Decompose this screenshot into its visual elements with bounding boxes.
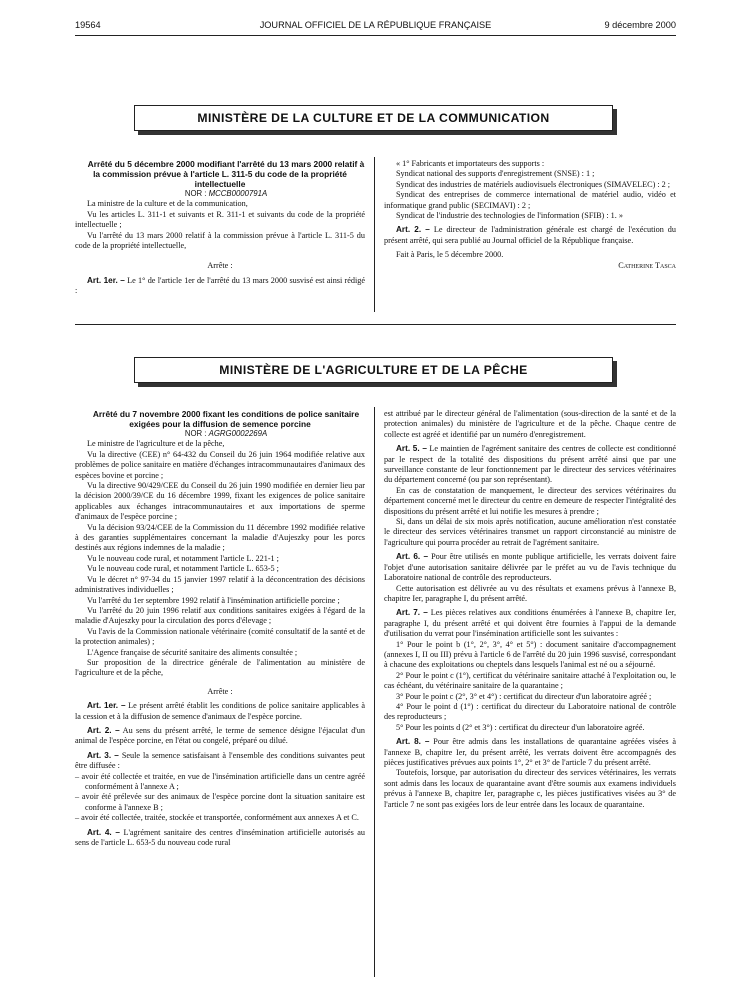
article-5: Art. 5. – Le maintien de l'agrément sanitaire des centres de collecte est conditionné par le respect de la totalité des dispositions du présent arrêté ainsi que par une surveillance constante de leur fonctionnement par le directeur des services vétérinaires du département concerné (ou par son représentant). [384,444,676,485]
section-rule [75,324,676,325]
ministry-title: MINISTÈRE DE LA CULTURE ET DE LA COMMUNICATION [134,105,613,131]
list-item: – avoir été prélevée sur des animaux de l'espèce porcine dont la situation sanitaire est conforme à l'annexe B ; [75,792,365,812]
paragraph: En cas de constatation de manquement, le directeur des services vétérinaires du département concerné met le directeur du centre en demeure de respecter l'intégralité des dispositions du présent arrêté et lui notifie les mesures à prendre ; [384,485,676,516]
list-line: Syndicat national des supports d'enregistrement (SNSE) : 1 ; [396,169,595,179]
paragraph: Cette autorisation est délivrée au vu des résultats et examens prévus à l'annexe B, chapitre Ier, paragraphe I, du présent arrêté. [384,583,676,603]
list-line: Syndicat des entreprises de commerce international de matériel audio, vidéo et informatique grand public (SECIMAVI) : 2 ; [384,190,676,210]
list-line: Syndicat des industries de matériels audiovisuels électroniques (SIMAVELEC) : 2 ; [396,179,671,189]
ministry-banner-agriculture [134,357,617,387]
article-1: Art. 1er. – Le 1° de l'article 1er de l'arrêté du 13 mars 2000 susvisé est ainsi rédigé : [75,275,365,296]
preamble-line: Vu l'arrêté du 13 mars 2000 relatif à la commission prévue à l'article L. 311-5 du code de la propriété intellectuelle, [75,230,365,251]
ministry-title: MINISTÈRE DE L'AGRICULTURE ET DE LA PÊCHE [134,357,613,383]
column-divider [374,157,375,312]
paragraph: Si, dans un délai de six mois après notification, aucune amélioration n'est constatée le directeur des services vétérinaires transmet un rapport circonstancié au ministre de l'agriculture qui pourra procéder au retrait de l'agrément sanitaire. [384,517,676,547]
list-item: 1° Pour le point b (1°, 2°, 3°, 4° et 5°) : document sanitaire d'accompagnement (annexes I, II ou III) prévu à l'article 6 de l'arrêté du 20 juin 1996 susvisé, correspondant à chacune des exploitations ou cheptels dans lesquels l'animal est né ou a séjourné. [384,639,676,670]
article-2: Art. 2. – Au sens du présent arrêté, le terme de semence désigne l'éjaculat d'un animal de l'espèce porcine, en l'état ou congelé, préparé ou dilué. [75,725,365,746]
column-divider [374,407,375,977]
decree-title: Arrêté du 5 décembre 2000 modifiant l'arrêté du 13 mars 2000 relatif à la commission prévue à l'article L. 311-5 du code de la propriété intellectuelle [87,159,365,189]
list-item: – avoir été collectée et traitée, en vue de l'insémination artificielle dans un centre agréé conformément à l'annexe A ; [75,771,365,791]
arrete-heading: Arrête : [207,261,233,271]
preamble-line: La ministre de la culture et de la communication, [87,199,248,209]
preamble-line: Vu l'arrêté du 1er septembre 1992 relatif à l'insémination artificielle porcine ; [87,595,340,605]
nor-reference: NOR : MCCB0000791A [184,189,268,198]
preamble-line: Vu la directive 90/429/CEE du Conseil du 26 juin 1990 modifiée en dernier lieu par la décision 2000/39/CE du 16 décembre 1999, fixant les exigences de police sanitaire applicables aux échanges intracommunautaires et aux importations de sperme d'animaux de l'espèce porcine ; [75,481,365,522]
issue-date: 9 décembre 2000 [604,20,676,30]
section1-right-column [384,159,676,271]
preamble-line: Vu la directive (CEE) n° 64-432 du Conseil du 26 juin 1964 modifiée relative aux problèmes de police sanitaire en matière d'échanges intracommunautaires d'animaux des espèces bovine et porcine ; [75,449,365,480]
page-header [75,20,676,36]
article-4-continued: est attribué par le directeur général de l'alimentation (sous-direction de la santé et de la protection animales) du ministère de l'agriculture et de la pêche. Chaque centre de collecte est agréé et identifié par un numéro d'enregistrement. [384,409,676,439]
article-7: Art. 7. – Les pièces relatives aux conditions énumérées à l'annexe B, chapitre Ier, paragraphe I, du présent arrêté et qui doivent être fournies à l'appui de la demande d'utilisation du verrat pour l'insémination artificielle sont les suivantes : [384,608,676,639]
list-line: « 1° Fabricants et importateurs des supports : [396,159,545,168]
article-1: Art. 1er. – Le présent arrêté établit les conditions de police sanitaire applicables à la cession et à la diffusion de semence d'animaux de l'espèce porcine. [75,701,365,721]
decree-title: Arrêté du 7 novembre 2000 fixant les conditions de police sanitaire exigées pour la diffusion de semence porcine [92,409,360,429]
ministry-banner-culture [134,105,617,135]
preamble-line: Vu le nouveau code rural, et notamment l'article L. 221-1 ; [87,553,279,563]
preamble-line: Vu l'avis de la Commission nationale vétérinaire (comité consultatif de la santé et de la protection animales) ; [75,626,365,647]
journal-title: JOURNAL OFFICIEL DE LA RÉPUBLIQUE FRANÇAISE [259,20,492,30]
header-rule [75,35,676,36]
list-item: 4° Pour le point d (1°) : certificat du directeur du Laboratoire national de contrôle des reproducteurs ; [384,701,676,722]
arrete-heading: Arrête : [207,686,233,696]
preamble-line: Vu le décret n° 97-34 du 15 janvier 1997 relatif à la déconcentration des décisions administratives individuelles ; [75,574,365,595]
preamble-line: Sur proposition de la directrice générale de l'alimentation au ministère de l'agriculture et de la pêche, [75,657,365,678]
done-at: Fait à Paris, le 5 décembre 2000. [396,250,504,260]
section2-right-column [384,409,676,810]
nor-reference: NOR : AGRG0002269A [184,429,268,438]
list-line: Syndicat de l'industrie des technologies de l'information (SFIB) : 1. » [396,211,623,221]
list-item: 2° Pour le point c (1°), certificat du vétérinaire sanitaire attaché à l'exploitation ou, le cas échéant, du vétérinaire sanitaire de la quarantaine ; [384,670,676,691]
paragraph: Toutefois, lorsque, par autorisation du directeur des services vétérinaires, les verrats sont admis dans les locaux de quarantaine avant d'être soumis aux examens individuels prévus à l'annexe B, chapitre Ier, paragraphe c, les pièces justificatives visées au 3° de l'article 7 ne sont pas exigées lors de leur entrée dans les locaux de quarantaine. [384,768,676,809]
article-4: Art. 4. – L'agrément sanitaire des centres d'insémination artificielle autorisés au sens de l'article L. 653-5 du nouveau code rural [75,827,365,848]
article-8: Art. 8. – Pour être admis dans les installations de quarantaine agréées visées à l'annexe B, chapitre Ier, du présent arrêté, les verrats doivent être accompagnés des pièces justificatives prévues aux points 1°, 2° et 3° de l'article 7 du présent arrêté. [384,737,677,767]
section2-left-column [75,409,365,848]
preamble-line: Vu le nouveau code rural, et notamment l'article L. 653-5 ; [87,564,279,574]
preamble-line: Le ministre de l'agriculture et de la pêche, [87,439,225,449]
preamble-line: Vu les articles L. 311-1 et suivants et R. 311-1 et suivants du code de la propriété intellectuelle ; [75,209,365,230]
article-2: Art. 2. – Le directeur de l'administration générale est chargé de l'exécution du présent arrêté, qui sera publié au Journal officiel de la République française. [384,225,676,245]
preamble-line: Vu l'arrêté du 20 juin 1996 relatif aux conditions sanitaires exigées à l'égard de la maladie d'Aujeszky pour la circulation des porcs d'élevage ; [75,605,365,626]
article-3: Art. 3. – Seule la semence satisfaisant à l'ensemble des conditions suivantes peut être diffusée : [75,750,366,771]
preamble-line: L'Agence française de sécurité sanitaire des aliments consultée ; [87,647,298,657]
list-item: – avoir été collectée, traitée, stockée et transportée, conformément aux annexes A et C. [75,813,359,823]
section1-left-column [75,159,365,297]
list-item: 3° Pour le point c (2°, 3° et 4°) : certificat du directeur d'un laboratoire agréé ; [396,691,652,701]
list-item: 5° Pour les points d (2° et 3°) : certificat du directeur d'un laboratoire agréé. [396,722,645,732]
page-number: 19564 [75,20,101,30]
preamble-line: Vu la décision 93/24/CEE de la Commission du 11 décembre 1992 modifiée relative à des garanties supplémentaires concernant la maladie d'Aujeszky pour les porcs destinés aux régions indemnes de la maladie ; [75,522,365,553]
signature: Catherine Tasca [618,260,676,270]
article-6: Art. 6. – Pour être utilisés en monte publique artificielle, les verrats doivent faire l'objet d'une autorisation sanitaire délivrée par le préfet au vu de l'avis technique du Laboratoire national de contrôle des reproducteurs. [384,552,677,583]
